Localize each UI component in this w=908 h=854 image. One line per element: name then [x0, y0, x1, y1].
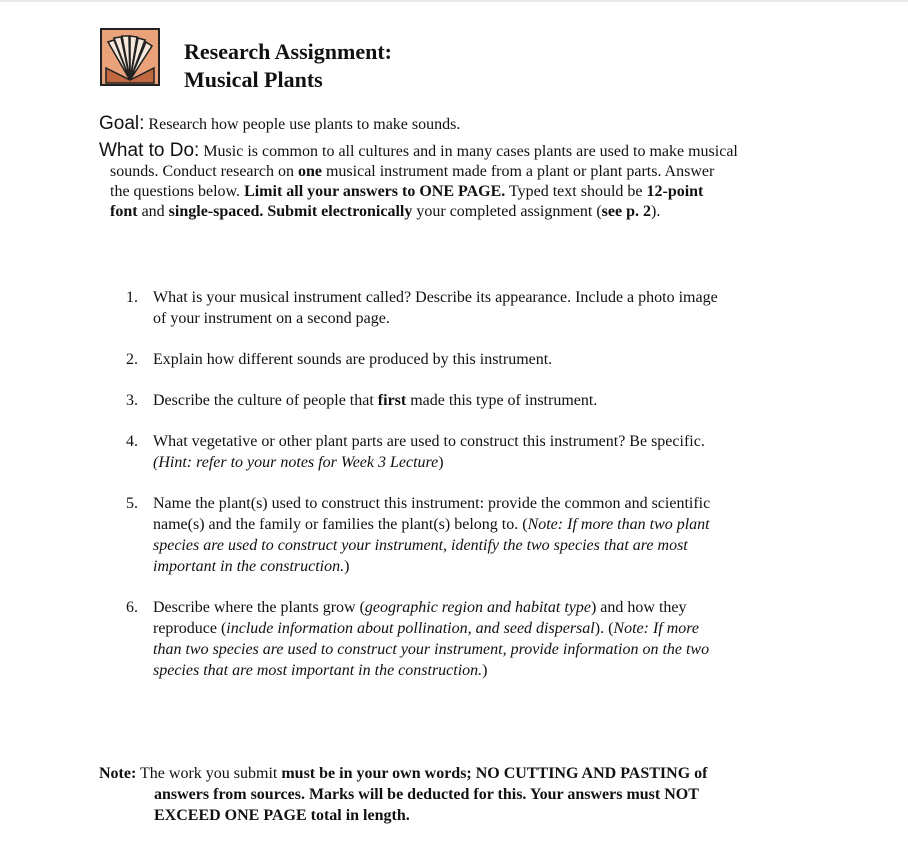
what-to-do-label: What to Do [99, 140, 195, 161]
todo-line-4: font and single-spaced. Submit electronically your completed assignment (see p. 2). [110, 203, 661, 220]
question-5: 5. Name the plant(s) used to construct this instrument: provide the common and scientific name(s) and the family or families the plant(s) belong to. (Note: If more than two plant species are used to construct your instrument, identify the two species that are most important in the construction.) [126, 495, 711, 575]
goal-text: Research how people use plants to make sounds. [148, 116, 461, 133]
question-6: 6. Describe where the plants grow (geographic region and habitat type) and how they reproduce (include information about pollination, and seed dispersal). (Note: If more than two species are used to construct your instrument, provide information on the two species that are most important in the construction.) [126, 599, 710, 679]
note-line-2: answers from sources. Marks will be deducted for this. Your answers must NOT [154, 786, 699, 803]
title-line-2: Musical Plants [184, 67, 323, 92]
todo-line-1: Music is common to all cultures and in many cases plants are used to make musical [199, 143, 738, 160]
question-4: 4. What vegetative or other plant parts are used to construct this instrument? Be specific. (Hint: refer to your notes for Week 3 Lecture) [126, 433, 705, 471]
note-line-3: EXCEED ONE PAGE total in length. [154, 807, 410, 824]
question-3: 3. Describe the culture of people that first made this type of instrument. [126, 392, 598, 409]
note-section [99, 763, 819, 826]
todo-line-2: sounds. Conduct research on one musical instrument made from a plant or plant parts. Answer [110, 163, 715, 180]
page-title [184, 38, 392, 94]
page-top-border [0, 0, 908, 2]
todo-line-3: the questions below. Limit all your answers to ONE PAGE. Typed text should be 12-point [110, 183, 704, 200]
what-to-do-section [99, 140, 811, 222]
note-label: Note: [99, 765, 137, 782]
note-line-1a: The work you submit [136, 765, 282, 782]
goal-label: Goal: [99, 113, 145, 134]
question-1: 1. What is your musical instrument called? Describe its appearance. Include a photo image of your instrument on a second page. [126, 289, 718, 327]
note-line-1b: must be in your own words; NO CUTTING AND PASTING of [281, 765, 708, 782]
book-fan-icon [100, 28, 160, 86]
question-list [126, 287, 806, 681]
question-2: 2. Explain how different sounds are produced by this instrument. [126, 351, 553, 368]
title-line-1: Research Assignment: [184, 39, 392, 64]
goal-section [99, 112, 460, 137]
what-to-do-colon: : [194, 140, 200, 161]
